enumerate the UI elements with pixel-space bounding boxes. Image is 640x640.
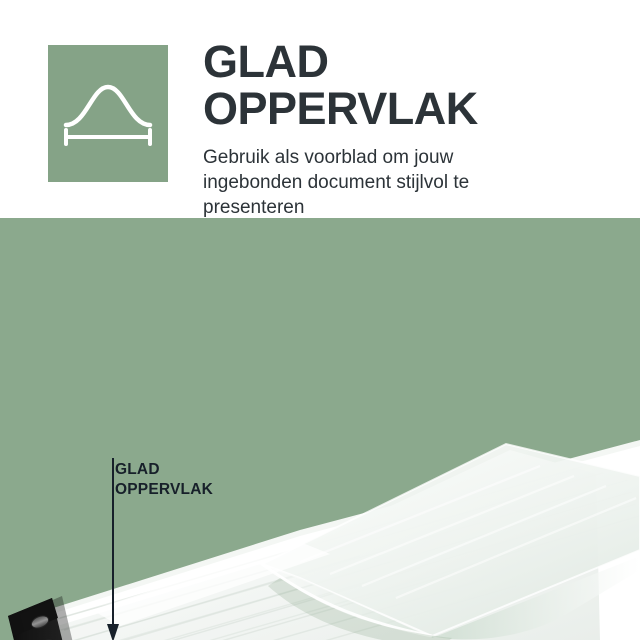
feature-icon-badge (48, 45, 168, 182)
down-arrow-icon (105, 456, 121, 640)
callout-label-line-1: GLAD (115, 461, 160, 478)
page-title-line-1: GLAD (203, 36, 329, 87)
product-photo (0, 218, 640, 640)
smooth-surface-curve-icon (60, 79, 156, 149)
bound-document-illustration (0, 218, 640, 640)
callout-label-line-2: OPPERVLAK (115, 481, 213, 498)
page-subtitle: Gebruik als voorblad om jouw ingebonden document stijlvol te presenteren (203, 147, 470, 218)
header-text-block (203, 38, 603, 220)
header-section (0, 0, 640, 218)
page-title-line-2: OPPERVLAK (203, 83, 478, 134)
